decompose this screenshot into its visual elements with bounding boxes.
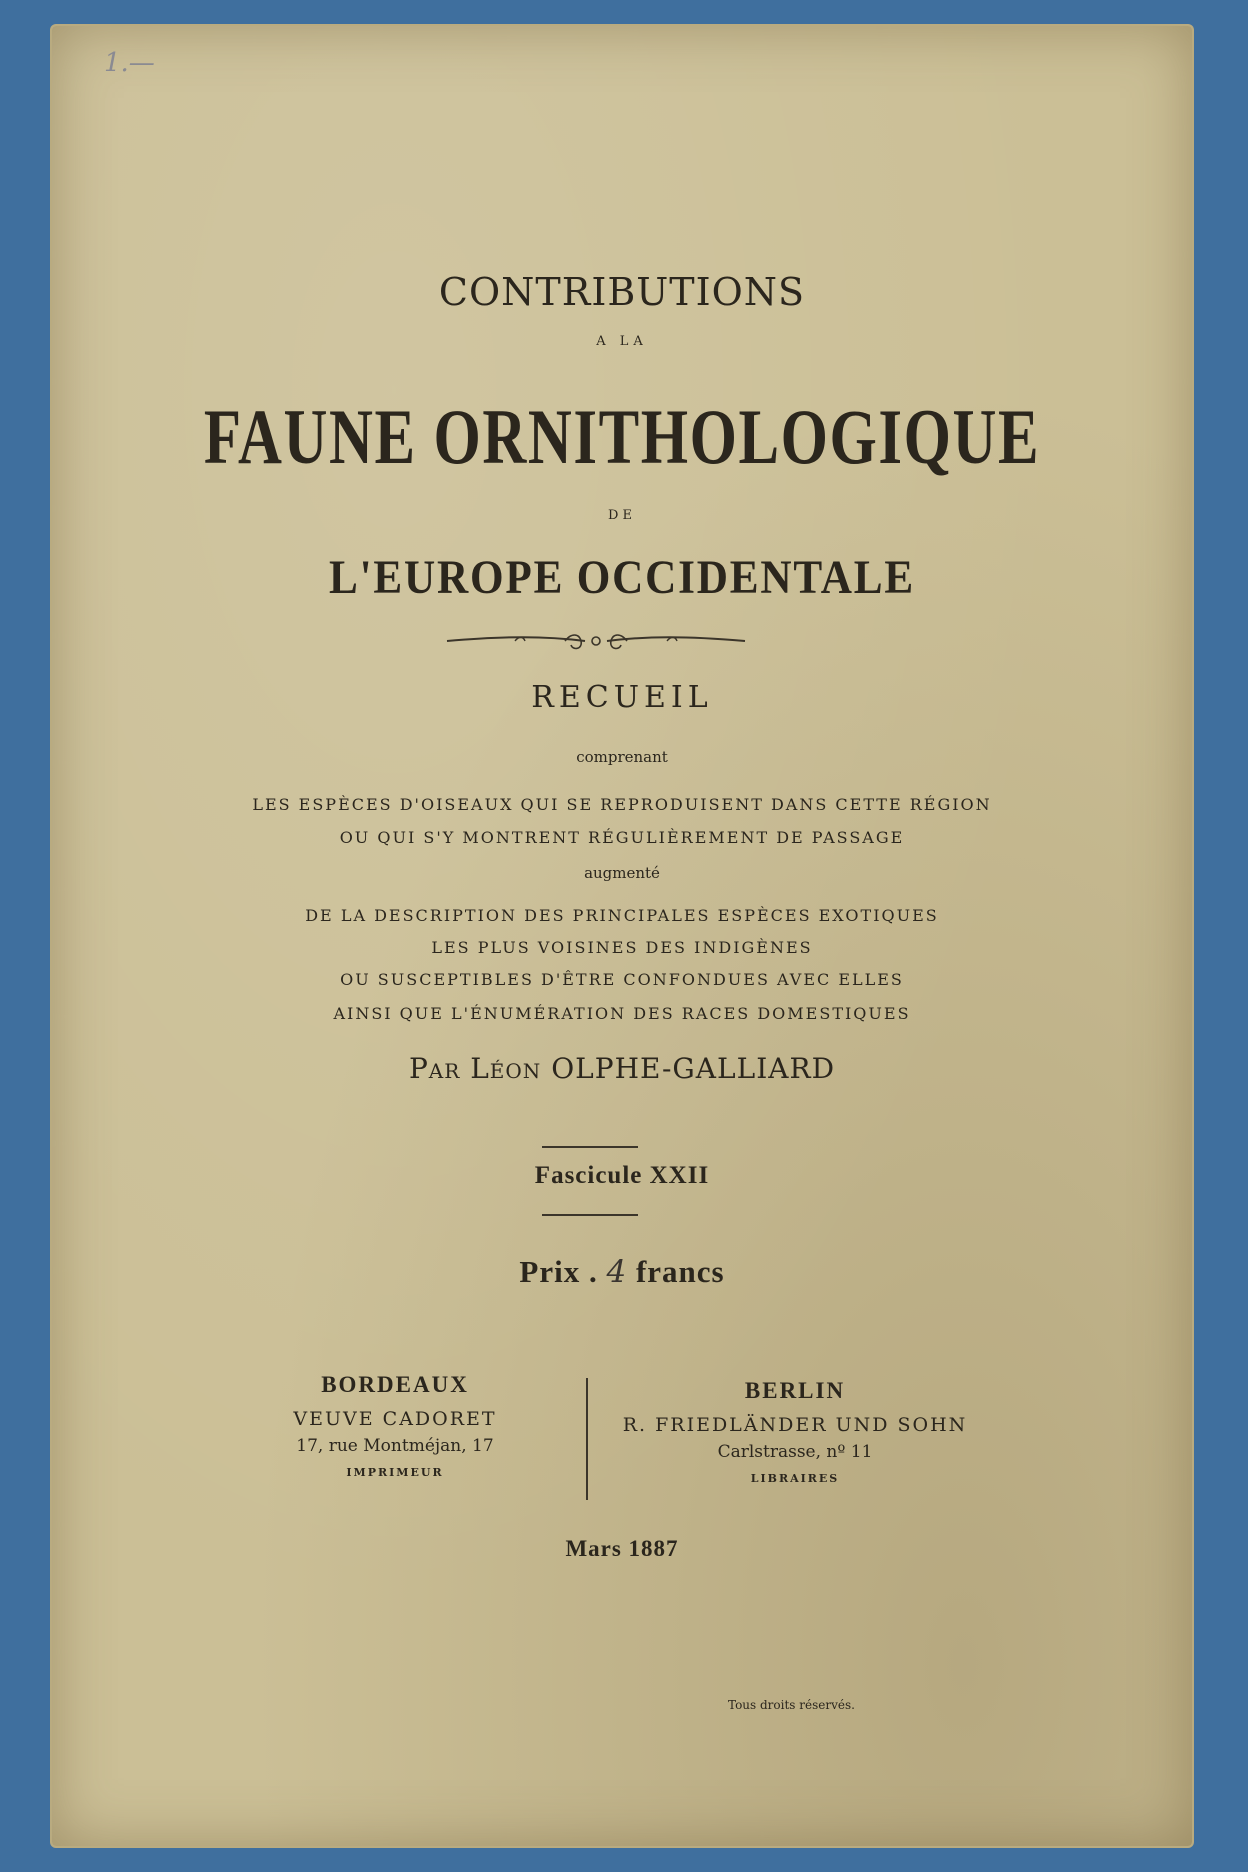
publisher-right-role: LIBRAIRES [750, 1472, 840, 1485]
text-comprenant: comprenant [576, 748, 668, 766]
fascicule-number: Fascicule XXII [534, 1162, 710, 1189]
description-line-2: OU QUI S'Y MONTRENT RÉGULIÈREMENT DE PASSAGE [339, 828, 905, 847]
text-augmente: augmenté [584, 864, 660, 882]
rule-above-fascicule [542, 1146, 638, 1148]
handwritten-corner-note: 1.— [104, 48, 155, 78]
publisher-left-name: VEUVE CADORET [293, 1408, 497, 1430]
description-line-1: LES ESPÈCES D'OISEAUX QUI SE REPRODUISENT DANS CETTE RÉGION [252, 795, 992, 814]
publisher-left-city: BORDEAUX [321, 1372, 469, 1397]
title-a-la: A LA [596, 334, 648, 349]
publisher-bordeaux [230, 1372, 560, 1479]
price-prefix: Prix . [519, 1254, 598, 1289]
publisher-right-name: R. FRIEDLÄNDER UND SOHN [622, 1414, 968, 1436]
title-contributions: CONTRIBUTIONS [438, 270, 806, 314]
rule-below-fascicule [542, 1214, 638, 1216]
price-handwritten-amount: 4 [606, 1254, 628, 1290]
ornament-divider [445, 626, 747, 656]
subtitle-recueil: RECUEIL [531, 680, 713, 715]
title-de: DE [608, 508, 636, 523]
publisher-left-role: IMPRIMEUR [346, 1466, 444, 1479]
title-europe-occidentale: L'EUROPE OCCIDENTALE [328, 551, 916, 604]
publisher-berlin [585, 1378, 1005, 1485]
publisher-right-address: Carlstrasse, nº 11 [717, 1442, 873, 1462]
title-faune-ornithologique: FAUNE ORNITHOLOGIQUE [203, 393, 1041, 480]
price-suffix: francs [635, 1254, 725, 1289]
publisher-right-city: BERLIN [744, 1378, 846, 1403]
publisher-left-address: 17, rue Montméjan, 17 [296, 1436, 494, 1456]
author-line: Par Léon OLPHE-GALLIARD [408, 1052, 836, 1085]
price-line [52, 1254, 1192, 1290]
description-line-5: OU SUSCEPTIBLES D'ÊTRE CONFONDUES AVEC ELLES [340, 970, 904, 989]
description-line-6: AINSI QUE L'ÉNUMÉRATION DES RACES DOMESTIQUES [333, 1004, 911, 1023]
description-line-3: DE LA DESCRIPTION DES PRINCIPALES ESPÈCES EXOTIQUES [305, 906, 939, 925]
rights-notice: Tous droits réservés. [728, 1698, 855, 1712]
description-line-4: LES PLUS VOISINES DES INDIGÈNES [431, 938, 813, 957]
publication-date: Mars 1887 [565, 1536, 679, 1561]
